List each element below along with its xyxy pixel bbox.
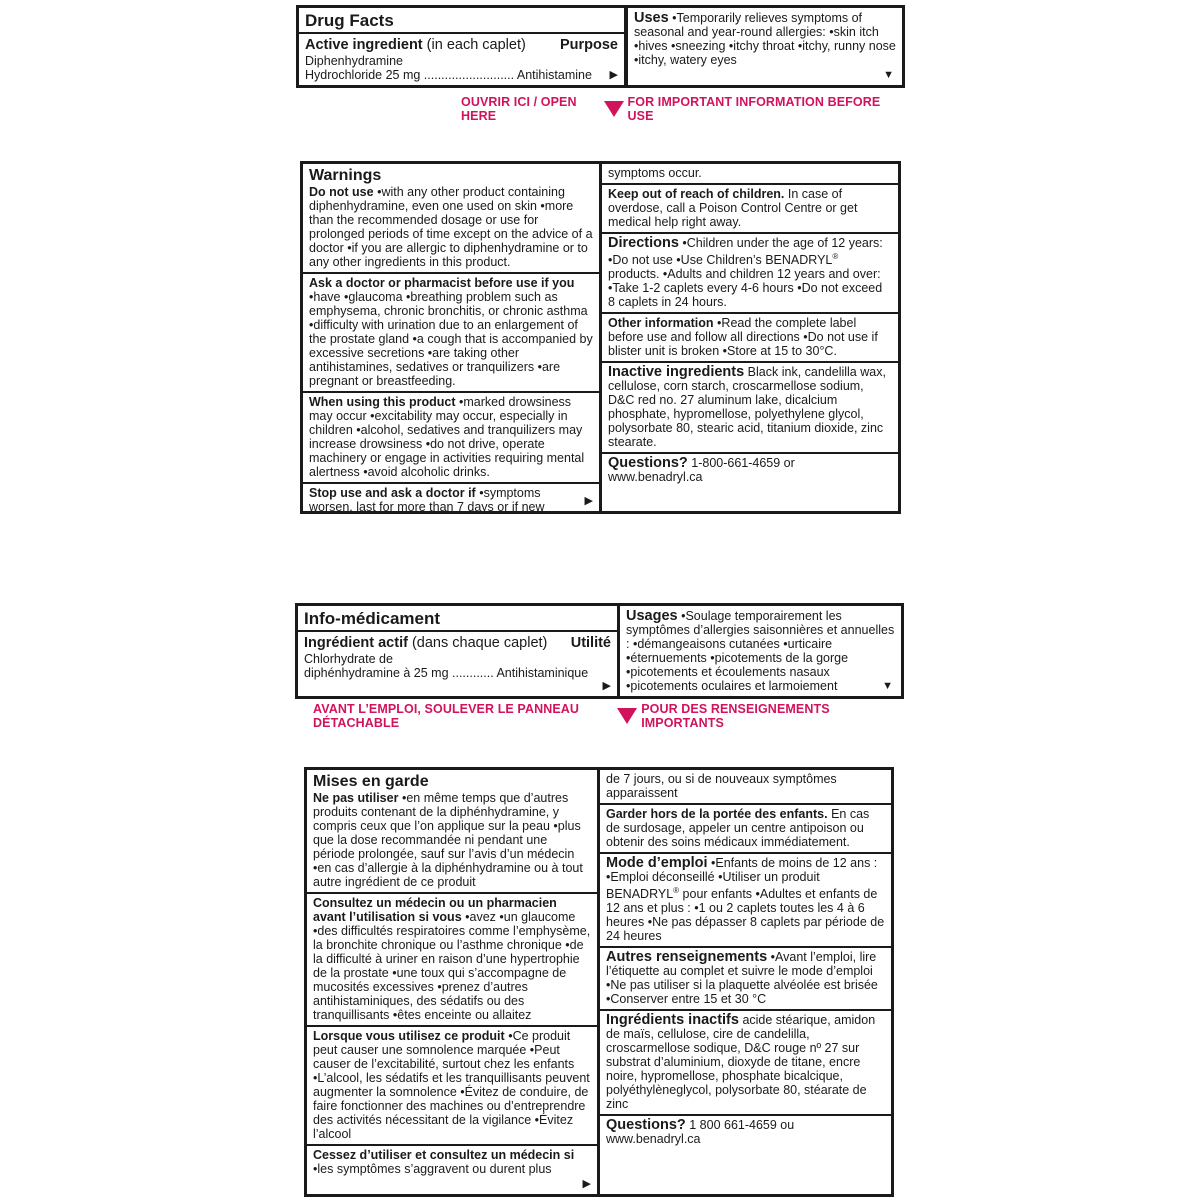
- keep-out-text: In case of overdose, call a Poison Control Centre or get medical help right away.: [608, 187, 858, 229]
- active-ingredient-paren: (in each caplet): [426, 37, 526, 53]
- questions-section: [600, 1116, 891, 1149]
- active-ingredient-label: Ingrédient actif: [304, 635, 408, 651]
- warnings-stop-use: [303, 484, 599, 517]
- active-ingredient-section: [299, 34, 624, 82]
- stop-use-text: •symptoms worsen, last for more than 7 days or if new: [309, 486, 545, 514]
- purpose-label: Utilité: [570, 635, 611, 651]
- when-using-text: •Ce produit peut causer une somnolence marquée •Peut causer de l’excitabilité, surtout chez les enfants •L’alcool, les sédatifs et les tranquillisants peuvent augmenter la somnolence •Évitez de conduire, de faire fonctionner des machines ou d’entreprendre des activités nécessitant de la vigilance •Évitez l’alcool: [313, 1029, 590, 1141]
- uses-label: Uses: [634, 10, 669, 26]
- do-not-use-label: Ne pas utiliser: [313, 791, 399, 805]
- stop-use-label: Stop use and ask a doctor if: [309, 486, 476, 500]
- warnings-stop-use: [307, 1146, 597, 1179]
- do-not-use-label: Do not use: [309, 185, 374, 199]
- questions-phone: 1-800-661-4659 or: [691, 456, 795, 471]
- uses-label: Usages: [626, 608, 678, 624]
- uses-box-en: [625, 5, 905, 88]
- directions-section: [602, 234, 898, 314]
- questions-label: Questions?: [608, 455, 688, 472]
- active-ingredient-label: Active ingredient: [305, 37, 423, 53]
- open-here-right: FOR IMPORTANT INFORMATION BEFORE USE: [627, 95, 881, 123]
- other-info-section: [602, 314, 898, 363]
- active-ingredient-paren: (dans chaque caplet): [411, 635, 548, 651]
- drug-facts-box-fr: [295, 603, 620, 699]
- warnings-continued: [600, 770, 891, 805]
- arrow-right-icon: ▶: [584, 495, 593, 507]
- ingredient-line-2: diphénhydramine à 25 mg ............ Antihistaminique: [304, 666, 589, 680]
- drug-facts-title: Drug Facts: [305, 11, 394, 30]
- continued-text: de 7 jours, ou si de nouveaux symptômes apparaissent: [606, 772, 837, 800]
- inactive-text: acide stéarique, amidon de maïs, cellulose, cire de candelilla, croscarmellose sodique, D&C rouge nº 27 sur substrat d’aluminium, dioxyde de titane, encre noire, hypromellose, phosphate bicalcique, polyéthylèneglycol, polysorbate 80, stéarate de zinc: [606, 1013, 876, 1112]
- when-using-text: •marked drowsiness may occur •excitability may occur, especially in children •alcohol, sedatives and tranquilizers may increase drowsiness •do not drive, operate machinery or engage in activities requiring mental alertness •avoid alcoholic drinks.: [309, 395, 585, 479]
- uses-body: •Soulage temporairement les symptômes d’allergies saisonnières et annuelles : •démangeaisons cutanées •urticaire •éternuements •picotements de la gorge •picotements et écoulements nasaux •picotements oculaires et larmoiement: [626, 609, 895, 693]
- warnings-box-fr: [304, 767, 600, 1197]
- registered-mark: ®: [832, 252, 839, 261]
- arrow-right-icon: ▶: [602, 680, 611, 692]
- directions-text-2: pour enfants •Adultes et enfants de 12 ans et plus : •1 ou 2 caplets toutes les 4 à 6 heures •Ne pas dépasser 8 caplets par période de 24 heures: [606, 887, 885, 944]
- arrow-right-icon: ▶: [609, 69, 618, 81]
- uses-box-fr: [617, 603, 904, 699]
- ingredient-line-1: Chlorhydrate de: [304, 652, 393, 666]
- other-info-section: [600, 948, 891, 1011]
- arrow-down-icon: ▼: [883, 69, 894, 81]
- other-info-label: Other information: [608, 316, 714, 331]
- arrow-down-icon: ▼: [882, 680, 893, 692]
- directions-label: Mode d’emploi: [606, 855, 708, 871]
- other-info-text: •Avant l’emploi, lire l’étiquette au complet et suivre le mode d’emploi •Ne pas utiliser si la plaquette alvéolée est brisée •Conserver entre 15 et 30 °C: [606, 950, 878, 1007]
- drug-facts-box-en: [296, 5, 627, 88]
- stop-use-label: Cessez d’utiliser et consultez un médecin si: [313, 1148, 575, 1162]
- directions-text-1: •Children under the age of 12 years: •Do not use •Use Children’s BENADRYL: [608, 236, 883, 268]
- keep-out-label: Garder hors de la portée des enfants.: [606, 807, 828, 821]
- open-here-left: OUVRIR ICI / OPEN HERE: [461, 95, 577, 123]
- when-using-label: When using this product: [309, 395, 456, 409]
- ask-doctor-label: Ask a doctor or pharmacist before use if you: [309, 276, 575, 290]
- stop-use-text: •les symptômes s’aggravent ou durent plus: [313, 1162, 552, 1176]
- uses-text: [634, 11, 896, 67]
- uses-text: [626, 609, 895, 693]
- directions-text-2: products. •Adults and children 12 years and over: •Take 1-2 caplets every 4-6 hours •Do not exceed 8 caplets in 24 hours.: [608, 267, 883, 310]
- do-not-use-text: •with any other product containing diphenhydramine, even one used on skin •more than the recommended dosage or use for prolonged periods of time except on the advice of a doctor •if you are allergic to diphenhydramine or to any other ingredients in this product.: [309, 185, 593, 269]
- ask-doctor-text: •avez •un glaucome •des difficultés respiratoires comme l’emphysème, la bronchite chronique ou l’asthme chronique •de la difficulté à uriner en raison d’une hypertrophie de la prostate •une toux qui s’accompagne de mucosités excessives •prenez d’autres antihistaminiques, des sédatifs ou des tranquillisants •êtes enceinte ou allaitez: [313, 910, 591, 1022]
- warnings-ask-doctor: [303, 274, 599, 393]
- do-not-use-text: •en même temps que d’autres produits contenant de la diphénhydramine, y compris ceux que l’on applique sur la peau •plus que la dose recommandée ni pendant une période prolongée, sauf sur l’avis d’un médecin •en cas d’allergie à la diphénhydramine ou à tout autre ingrédient de ce produit: [313, 791, 583, 889]
- inactive-text: Black ink, candelilla wax, cellulose, corn starch, croscarmellose sodium, D&C red no. 27 aluminum lake, dicalcium phosphate, hypromellose, polyethylene glycol, polysorbate 80, stearic acid, titanium dioxide, zinc stearate.: [608, 365, 886, 450]
- when-using-label: Lorsque vous utilisez ce produit: [313, 1029, 505, 1043]
- pink-triangle-icon: [617, 708, 637, 724]
- questions-url[interactable]: www.benadryl.ca: [606, 1132, 701, 1147]
- pink-triangle-icon: [604, 101, 624, 117]
- warnings-ask-doctor: [307, 894, 597, 1027]
- ingredient-line-2: Hydrochloride 25 mg .......................... Antihistamine: [305, 68, 592, 82]
- keep-out-section: [602, 185, 898, 234]
- inactive-label: Inactive ingredients: [608, 364, 745, 381]
- warnings-when-using: [303, 393, 599, 484]
- directions-box-en: [599, 161, 901, 514]
- purpose-label: Purpose: [559, 37, 618, 53]
- registered-mark: ®: [673, 886, 680, 895]
- warnings-do-not-use: [303, 164, 599, 274]
- directions-section: [600, 854, 891, 948]
- inactive-section: [602, 363, 898, 454]
- active-ingredient-section: [298, 632, 617, 680]
- uses-body: •Temporarily relieves symptoms of seasonal and year-round allergies: •skin itch •hives •sneezing •itchy throat •itchy, runny nose •itchy, watery eyes: [634, 11, 896, 67]
- inactive-section: [600, 1011, 891, 1116]
- continued-text: symptoms occur.: [608, 166, 702, 180]
- warnings-do-not-use: [307, 770, 597, 894]
- warnings-title: Warnings: [309, 167, 382, 184]
- drug-facts-title: Info-médicament: [304, 609, 441, 628]
- keep-out-label: Keep out of reach of children.: [608, 187, 785, 201]
- ingredient-line-1: Diphenhydramine: [305, 54, 403, 68]
- warnings-title: Mises en garde: [313, 773, 429, 790]
- arrow-right-icon: ▶: [582, 1178, 591, 1190]
- directions-box-fr: [597, 767, 894, 1197]
- questions-label: Questions?: [606, 1117, 686, 1134]
- keep-out-section: [600, 805, 891, 854]
- inactive-label: Ingrédients inactifs: [606, 1012, 739, 1029]
- open-here-banner-fr: [313, 702, 873, 730]
- ask-doctor-label: Consultez un médecin ou un pharmacien avant l’utilisation si vous: [313, 896, 557, 924]
- open-here-banner-en: [461, 95, 881, 123]
- keep-out-text: En cas de surdosage, appeler un centre antipoison ou obtenir des soins médicaux immédiatement.: [606, 807, 870, 849]
- questions-section: [602, 454, 898, 487]
- questions-url[interactable]: www.benadryl.ca: [608, 470, 703, 485]
- questions-phone: 1 800 661-4659 ou: [689, 1118, 795, 1133]
- ask-doctor-text: •have •glaucoma •breathing problem such as emphysema, chronic bronchitis, or chronic asthma •difficulty with urination due to an enlargement of the prostate gland •a cough that is accompanied by excessive secretions •are taking other antihistamines, sedatives or tranquilizers •are pregnant or breastfeeding.: [309, 290, 593, 388]
- warnings-continued: [602, 164, 898, 185]
- warnings-when-using: [307, 1027, 597, 1146]
- other-info-label: Autres renseignements: [606, 949, 768, 966]
- directions-text-1: •Enfants de moins de 12 ans : •Emploi déconseillé •Utiliser un produit BENADRYL: [606, 856, 878, 902]
- open-here-right: POUR DES RENSEIGNEMENTS IMPORTANTS: [641, 702, 830, 730]
- open-here-left: AVANT L’EMPLOI, SOULEVER LE PANNEAU DÉTACHABLE: [313, 702, 580, 730]
- other-info-text: •Read the complete label before use and follow all directions •Do not use if blister unit is broken •Store at 15 to 30°C.: [608, 316, 878, 359]
- warnings-box-en: [300, 161, 602, 514]
- directions-label: Directions: [608, 235, 679, 251]
